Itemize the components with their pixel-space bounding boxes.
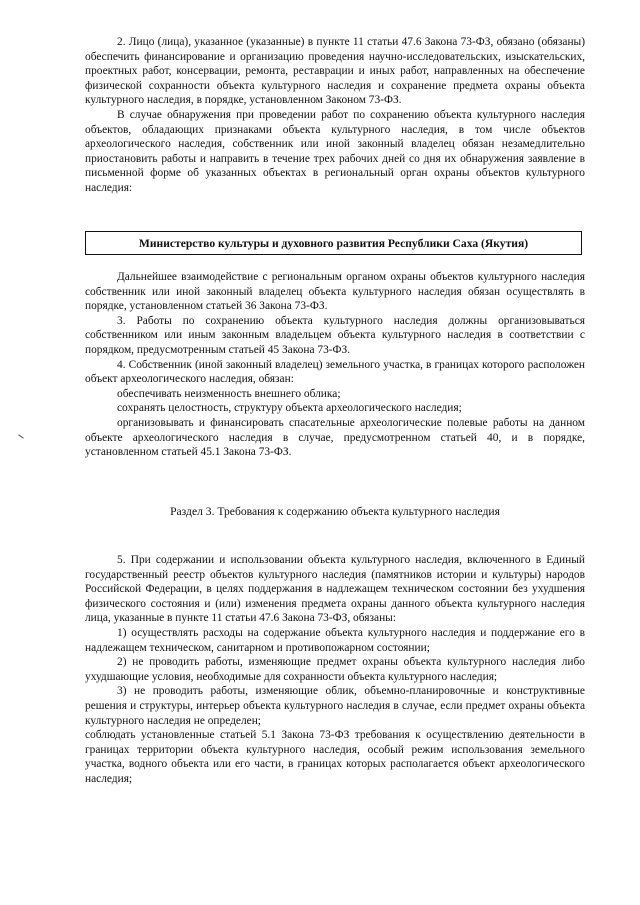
authority-box	[85, 231, 582, 255]
section-heading: Раздел 3. Требования к содержанию объекта культурного наследия	[170, 505, 500, 518]
paragraph-discovery: В случае обнаружения при проведении работ по сохранению объекта культурного наследия объектов, обладающих признаками объекта культурного наследия, в том числе объектов археологического наследия, собственник или иной законный владелец обязан незамедлительно приостановить работы и направить в течение трех рабочих дней со дня их обнаружения заявление в письменной форме об указанных объектах в региональный орган охраны объектов культурного наследия:	[85, 108, 585, 194]
list-item: организовывать и финансировать спасательные археологические полевые работы на данном объекте археологического наследия в случае, предусмотренном статьей 40, и в порядке, установленном статьей 45.1 Закона 73-ФЗ.	[85, 416, 585, 459]
list-item: сохранять целостность, структуру объекта археологического наследия;	[117, 402, 462, 415]
list-item: 3) не проводить работы, изменяющие облик, объемно-планировочные и конструктивные решения и структуры, интерьер объекта культурного наследия в случае, если предмет охраны объекта культурного наследия не определен;	[85, 685, 585, 727]
paragraph-item-3: 3. Работы по сохранению объекта культурного наследия должны организовываться собственником или иным законным владельцем объекта культурного наследия в соответствии с порядком, предусмотренным статьей 45 Закона 73-ФЗ.	[85, 314, 585, 356]
list-item: соблюдать установленные статьей 5.1 Закона 73-ФЗ требования к осуществлению деятельности в границах территории объекта культурного наследия, особый режим использования земельного участка, водного объекта или его части, в границах которых располагается объект археологического наследия;	[85, 729, 585, 785]
list-item: обеспечивать неизменность внешнего облика;	[117, 387, 341, 400]
paragraph-item-2: 2. Лицо (лица), указанное (указанные) в пункте 11 статьи 47.6 Закона 73-ФЗ, обязано (обязаны) обеспечить финансирование и организацию проведения научно-исследовательских, изыскательских, проектных работ, консервации, ремонта, реставрации и иных работ, направленных на обеспечение физической сохранности объекта культурного наследия и сохранение предмета охраны объекта культурного наследия, в порядке, установленном Законом 73-ФЗ.	[85, 36, 585, 107]
text-block-maintenance	[85, 553, 585, 787]
paragraph-item-5: 5. При содержании и использовании объекта культурного наследия, включенного в Единый государственный реестр объектов культурного наследия (памятников истории и культуры) народов Российской Федерации, в целях поддержания в надлежащем техническом состоянии без ухудшения физического состояния и (или) изменения предмета охраны данного объекта культурного наследия лица, указанные в пункте 11 статьи 47.6 Закона 73-ФЗ, обязаны:	[85, 554, 585, 625]
paragraph-interaction: Дальнейшее взаимодействие с региональным органом охраны объектов культурного наследия собственник или иной законный владелец объекта культурного наследия обязан осуществлять в порядке, установленном статьей 36 Закона 73-ФЗ.	[85, 271, 585, 313]
scan-mark	[18, 434, 23, 438]
authority-name: Министерство культуры и духовного развития Республики Саха (Якутия)	[138, 236, 529, 250]
text-block-obligations	[85, 35, 585, 196]
list-item: 2) не проводить работы, изменяющие предмет охраны объекта культурного наследия либо ухудшающие условия, необходимые для сохранности объекта культурного наследия;	[85, 656, 585, 683]
text-block-interaction	[85, 270, 585, 460]
list-item: 1) осуществлять расходы на содержание объекта культурного наследия и поддержание его в надлежащем техническом, санитарном и противопожарном состоянии;	[85, 626, 585, 654]
paragraph-item-4: 4. Собственник (иной законный владелец) земельного участка, в границах которого расположен объект археологического наследия, обязан:	[85, 358, 585, 386]
